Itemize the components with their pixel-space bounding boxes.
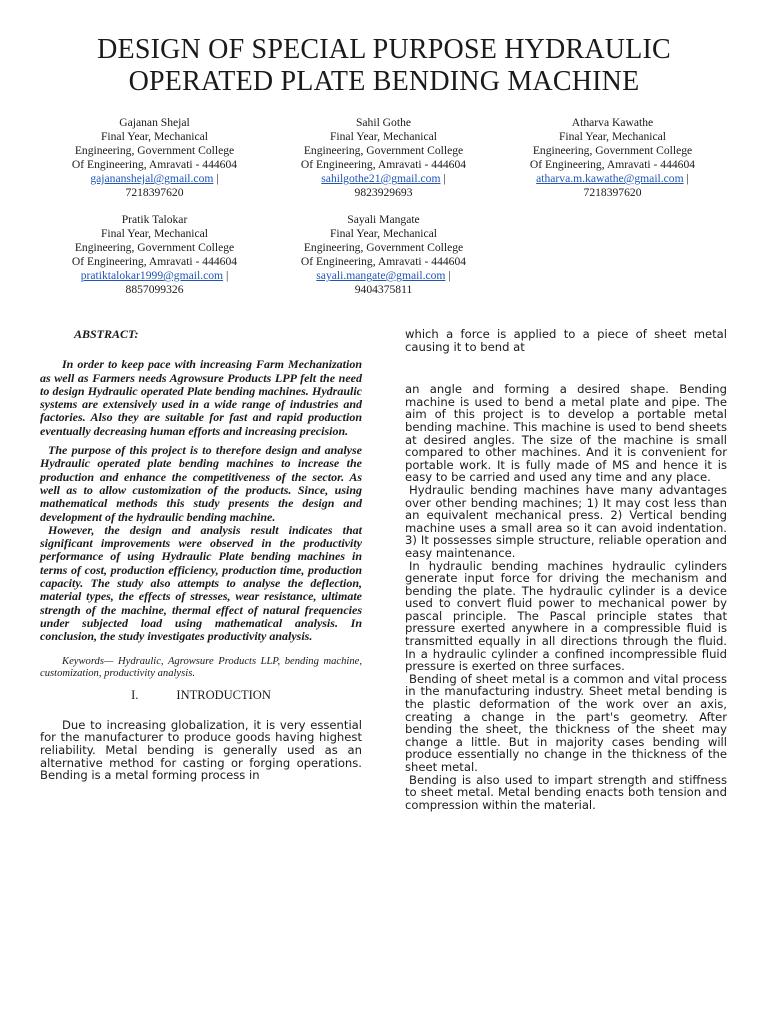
author-email-link[interactable]: sayali.mangate@gmail.com xyxy=(316,269,446,282)
author-row-2 xyxy=(40,213,728,297)
left-column xyxy=(40,328,362,782)
author-org: Engineering, Government College xyxy=(74,241,235,254)
body-paragraph-5: Bending is also used to impart strength and stiffness to sheet metal. Metal bending enacts both tension and compression within the material. xyxy=(405,772,727,812)
title-line-2: OPERATED PLATE BENDING MACHINE xyxy=(128,66,640,97)
contact-separator: | xyxy=(223,269,229,282)
section-heading-introduction xyxy=(40,689,362,702)
author-address: Of Engineering, Amravati - 444604 xyxy=(529,158,696,171)
author-role: Final Year, Mechanical xyxy=(100,130,209,143)
author-contact xyxy=(40,172,269,186)
title-line-1: DESIGN OF SPECIAL PURPOSE HYDRAULIC xyxy=(97,34,671,65)
author-row-1 xyxy=(40,116,728,200)
author-name: Sahil Gothe xyxy=(355,116,412,129)
author-email-link[interactable]: atharva.m.kawathe@gmail.com xyxy=(536,172,684,185)
abstract-paragraph-3: However, the design and analysis result indicates that significant improvements were observed in the productivity performance of using Hydraulic Plate bending machines in terms of cost, production efficiency, production time, production capacity. The study also attempts to analyse the deflection, material types, the effects of stresses, wear resistance, ultimate strength of the machine, thermal effect of natural frequencies under subjected load using mathematical analysis. In conclusion, the study investigates productivity analysis. xyxy=(40,522,362,644)
author-phone: 7218397620 xyxy=(125,186,184,199)
author-card xyxy=(269,213,498,297)
author-name: Atharva Kawathe xyxy=(571,116,654,129)
contact-separator: | xyxy=(683,172,689,185)
author-address: Of Engineering, Amravati - 444604 xyxy=(300,158,467,171)
author-block xyxy=(40,116,728,297)
author-name: Sayali Mangate xyxy=(347,213,420,226)
contact-separator: | xyxy=(445,269,451,282)
intro-paragraph-1: Due to increasing globalization, it is very essential for the manufacturer to produce goods having highest reliability. Metal bending is generally used as an alternative method for casting or forging operations. Bending is a metal forming process in xyxy=(40,717,362,783)
author-email-link[interactable]: sahilgothe21@gmail.com xyxy=(321,172,441,185)
right-column xyxy=(405,328,727,811)
abstract-paragraph-1: In order to keep pace with increasing Farm Mechanization as well as Farmers needs Agrowsure Products LPP felt the need to design Hydraulic operated Plate bending machines. Hydraulic systems are extensively used in a wide range of industries and factories. Also they are suitable for fast and rapid production eventually decreasing human efforts and increasing precision. xyxy=(40,357,362,438)
author-org: Engineering, Government College xyxy=(303,144,464,157)
contact-separator: | xyxy=(213,172,219,185)
column-gap xyxy=(405,353,727,383)
author-card xyxy=(40,116,269,200)
author-card xyxy=(269,116,498,200)
abstract-heading: ABSTRACT: xyxy=(74,327,139,341)
author-address: Of Engineering, Amravati - 444604 xyxy=(71,158,238,171)
body-paragraph-0: which a force is applied to a piece of sheet metal causing it to bend at xyxy=(405,327,727,354)
author-role: Final Year, Mechanical xyxy=(558,130,667,143)
author-address: Of Engineering, Amravati - 444604 xyxy=(300,255,467,268)
author-name: Pratik Talokar xyxy=(121,213,188,226)
author-card xyxy=(40,213,269,297)
body-paragraph-4: Bending of sheet metal is a common and vital process in the manufacturing industry. Sheet metal bending is the plastic deformation of the work over an axis, creating a change in the part's geometry. After bending the sheet, the thickness of the sheet may change a little. But in majority cases bending will produce essentially no change in the thickness of the sheet metal. xyxy=(405,671,727,774)
section-number: I. xyxy=(131,687,139,702)
author-email-link[interactable]: pratiktalokar1999@gmail.com xyxy=(80,269,224,282)
author-org: Engineering, Government College xyxy=(532,144,693,157)
author-phone: 9823929693 xyxy=(354,186,413,199)
author-phone: 9404375811 xyxy=(354,283,413,296)
author-role: Final Year, Mechanical xyxy=(100,227,209,240)
author-phone: 8857099326 xyxy=(125,283,184,296)
author-contact xyxy=(498,172,727,186)
author-card xyxy=(498,116,727,200)
author-contact xyxy=(269,172,498,186)
author-org: Engineering, Government College xyxy=(74,144,235,157)
abstract-paragraph-2: The purpose of this project is to therefore design and analyse Hydraulic operated plate bending machines to increase the production and enhance the competitiveness of the sector. As well as to allow customization of the products. Since, using mathematical methods this study presents the design and development of the hydraulic bending machine. xyxy=(40,443,362,524)
contact-separator: | xyxy=(440,172,446,185)
author-contact xyxy=(269,269,498,283)
author-org: Engineering, Government College xyxy=(303,241,464,254)
author-name: Gajanan Shejal xyxy=(119,116,190,129)
author-role: Final Year, Mechanical xyxy=(329,130,438,143)
keywords: Keywords— Hydraulic, Agrowsure Products LLP, bending machine, customization, productivity analysis. xyxy=(40,655,362,680)
author-address: Of Engineering, Amravati - 444604 xyxy=(71,255,238,268)
author-role: Final Year, Mechanical xyxy=(329,227,438,240)
section-title: INTRODUCTION xyxy=(176,687,271,702)
author-email-link[interactable]: gajananshejal@gmail.com xyxy=(90,172,214,185)
author-contact xyxy=(40,269,269,283)
author-phone: 7218397620 xyxy=(583,186,642,199)
body-paragraph-2: Hydraulic bending machines have many advantages over other bending machines; 1) It may cost less than an equivalent mechanical press. 2) Vertical bending machine uses a small area so it can avoid indentation. 3) It possesses simple structure, reliable operation and easy maintenance. xyxy=(405,482,727,560)
body-paragraph-1: an angle and forming a desired shape. Bending machine is used to bend a metal plate and pipe. The aim of this project is to develop a portable metal bending machine. This machine is used to bend sheets at desired angles. The size of the machine is small compared to other machines. And it is convenient for portable work. It is fully made of MS and hence it is easy to be carried and used any time and any place. xyxy=(405,382,727,485)
body-paragraph-3: In hydraulic bending machines hydraulic cylinders generate input force for driving the mechanism and bending the plate. The hydraulic cylinder is a device used to convert fluid power to mechanical power by pascal principle. The Pascal principle states that pressure exerted anywhere in a compressible fluid is transmitted equally in all directions through the fluid. In a hydraulic cylinder a confined incompressible fluid pressure is exerted on three surfaces. xyxy=(405,558,727,674)
paper-title xyxy=(40,34,728,98)
